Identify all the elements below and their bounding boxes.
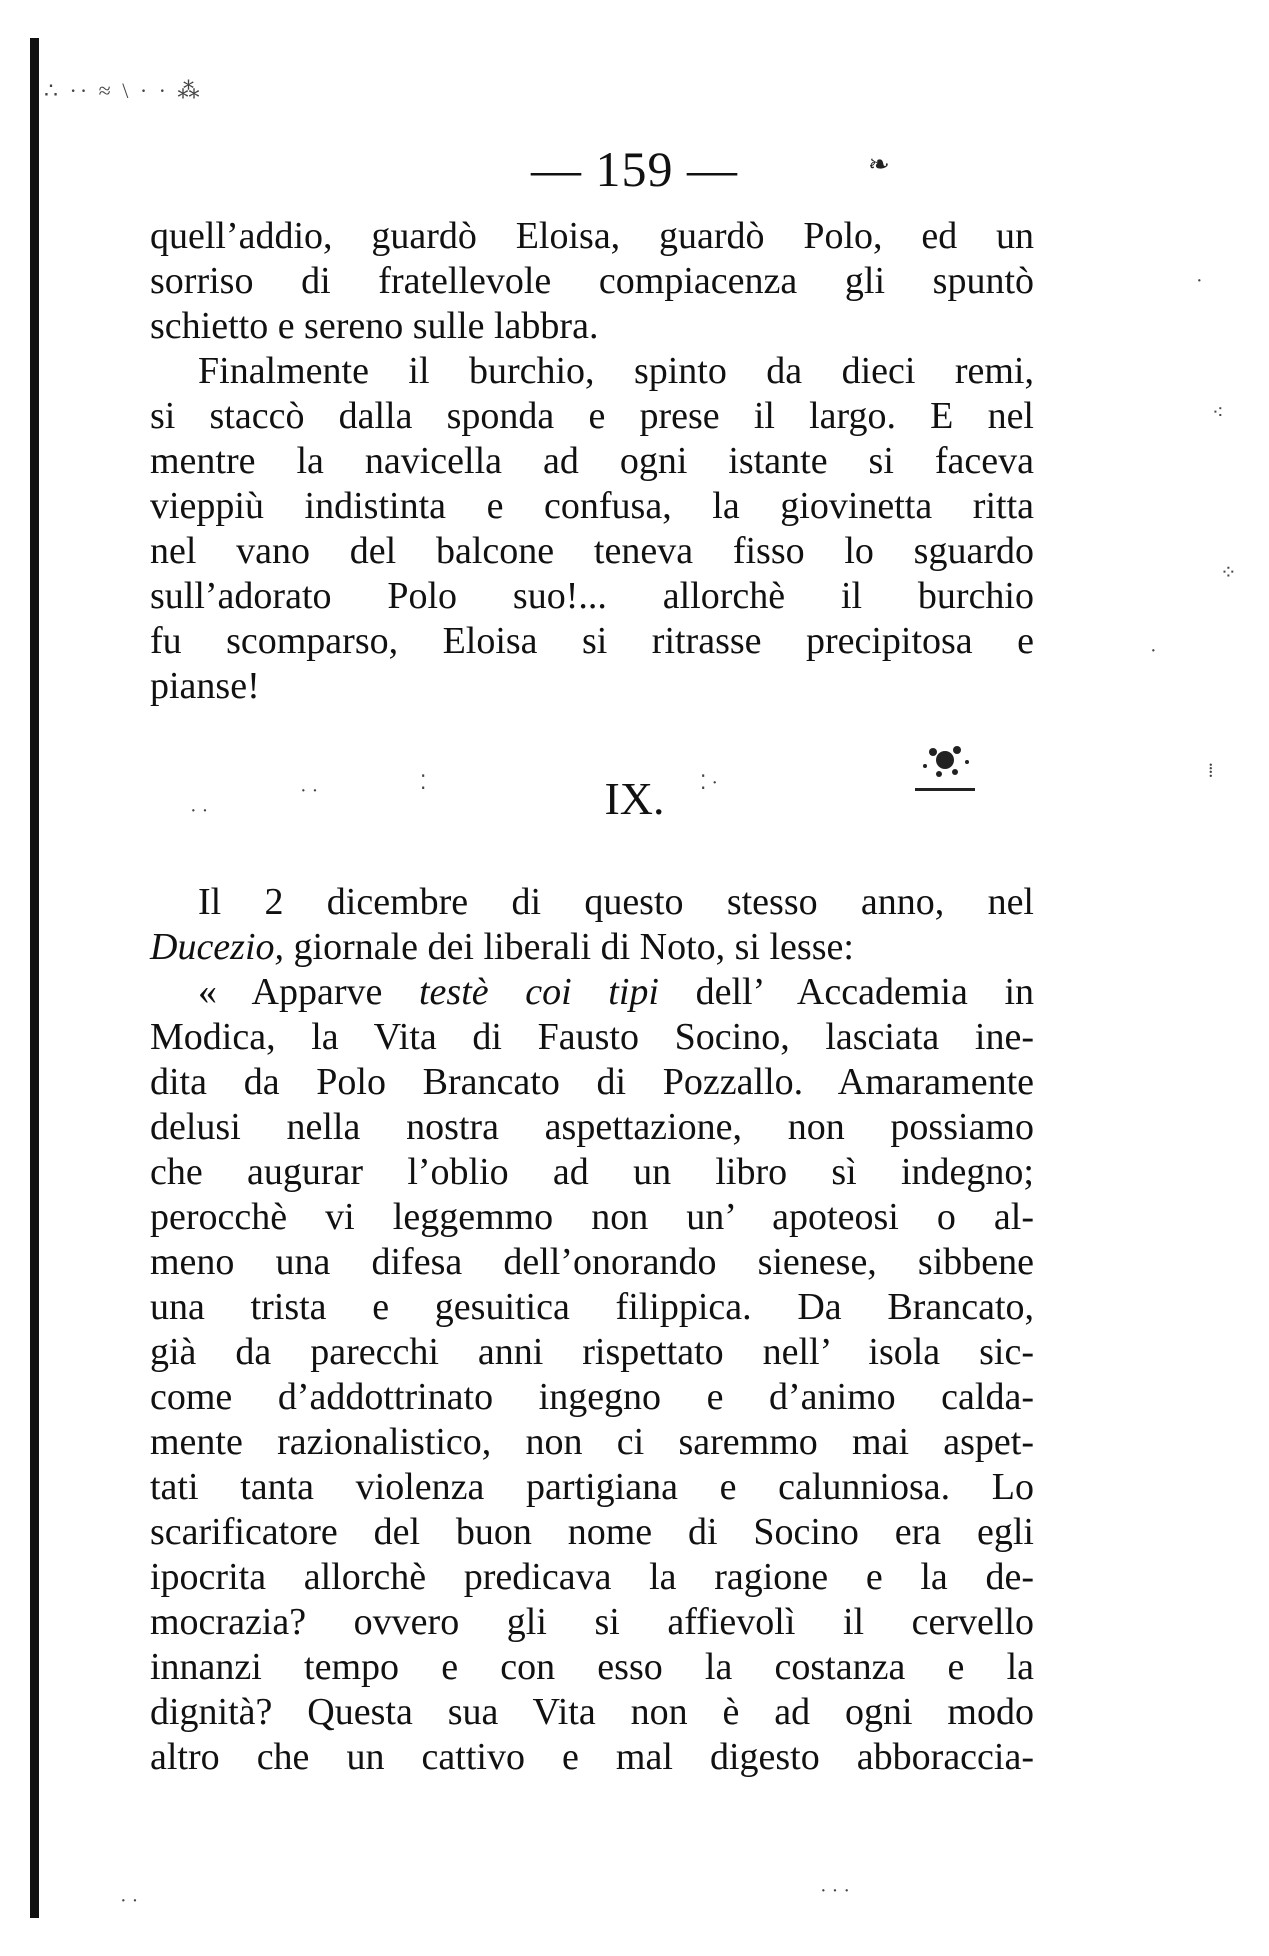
text-line: mentre la navicella ad ogni istante si faceva bbox=[150, 440, 1034, 482]
text-line: perocchè vi leggemmo non un’ apoteosi o al- bbox=[150, 1196, 1034, 1238]
text-line: mocrazia? ovvero gli si affievolì il cervello bbox=[150, 1601, 1034, 1643]
text-line: quell’addio, guardò Eloisa, guardò Polo, ed un bbox=[150, 215, 1034, 257]
ink-speck: ⁖ bbox=[1212, 402, 1224, 424]
ink-speck: · · bbox=[120, 1890, 139, 1912]
text-line: nel vano del balcone teneva fisso lo sguardo bbox=[150, 530, 1034, 572]
text-fragment: « Apparve bbox=[198, 971, 419, 1013]
section-title: IX. bbox=[604, 773, 665, 824]
text-line: già da parecchi anni rispettato nell’ isola sic- bbox=[150, 1331, 1034, 1373]
ink-speck: · · bbox=[300, 780, 319, 802]
text-line: fu scomparso, Eloisa si ritrasse precipitosa e bbox=[150, 620, 1034, 662]
text-fragment: dell’ Accademia in bbox=[658, 971, 1035, 1013]
page-number: — 159 — bbox=[531, 141, 738, 197]
text-line: che augurar l’oblio ad un libro sì indegno; bbox=[150, 1151, 1034, 1193]
ink-stain: ∴ ·· ≈ \ · · ⁂ bbox=[44, 78, 203, 103]
text-line bbox=[150, 925, 1034, 970]
paragraph-3 bbox=[150, 880, 1034, 970]
text-line: dignità? Questa sua Vita non è ad ogni modo bbox=[150, 1691, 1034, 1733]
text-line: sull’adorato Polo suo!... allorchè il burchio bbox=[150, 575, 1034, 617]
text-line: mente razionalistico, non ci saremmo mai aspet- bbox=[150, 1421, 1034, 1463]
newspaper-title: Ducezio, bbox=[150, 926, 285, 968]
ink-speck: ⁚ bbox=[420, 772, 427, 794]
paragraph-2 bbox=[150, 349, 1034, 709]
text-line: delusi nella nostra aspettazione, non possiamo bbox=[150, 1106, 1034, 1148]
text-line: meno una difesa dell’onorando sienese, sibbene bbox=[150, 1241, 1034, 1283]
ink-speck: ⁞ bbox=[1208, 760, 1214, 782]
text-line: Il 2 dicembre di questo stesso anno, nel bbox=[198, 881, 1034, 923]
text-line: vieppiù indistinta e confusa, la giovinetta ritta bbox=[150, 485, 1034, 527]
text-line: tati tanta violenza partigiana e calunniosa. Lo bbox=[150, 1466, 1034, 1508]
ornament-icon bbox=[905, 730, 985, 800]
text-line: una trista e gesuitica filippica. Da Brancato, bbox=[150, 1286, 1034, 1328]
ink-speck: ❧ bbox=[868, 150, 890, 179]
text-line: altro che un cattivo e mal digesto abboraccia- bbox=[150, 1736, 1034, 1778]
ink-speck: · · bbox=[190, 800, 209, 822]
text-line: ipocrita allorchè predicava la ragione e la de- bbox=[150, 1556, 1034, 1598]
text-line: Finalmente il burchio, spinto da dieci remi, bbox=[198, 350, 1034, 392]
text-line bbox=[150, 970, 1034, 1015]
ink-speck: · bbox=[1150, 640, 1157, 662]
text-line: innanzi tempo e con esso la costanza e la bbox=[150, 1646, 1034, 1688]
ink-speck: · · · bbox=[820, 1880, 850, 1902]
paragraph-1 bbox=[150, 214, 1034, 349]
text-fragment: testè coi tipi bbox=[418, 971, 659, 1013]
binding-edge bbox=[30, 38, 39, 1918]
ink-speck: ⁘ bbox=[1220, 562, 1237, 584]
text-line: sorriso di fratellevole compiacenza gli spuntò bbox=[150, 260, 1034, 302]
quotation bbox=[150, 970, 1034, 1780]
text-line: Modica, la Vita di Fausto Socino, lasciata ine- bbox=[150, 1016, 1034, 1058]
ink-speck: ⁚ · bbox=[700, 772, 719, 794]
text-line: pianse! bbox=[150, 665, 260, 707]
text-fragment: giornale dei liberali di Noto, si lesse: bbox=[284, 926, 854, 968]
ink-speck: · bbox=[1196, 270, 1203, 292]
text-line: scarificatore del buon nome di Socino era egli bbox=[150, 1511, 1034, 1553]
text-line: si staccò dalla sponda e prese il largo. E nel bbox=[150, 395, 1034, 437]
text-line: come d’addottrinato ingegno e d’animo calda- bbox=[150, 1376, 1034, 1418]
text-line: schietto e sereno sulle labbra. bbox=[150, 305, 599, 347]
text-line: dita da Polo Brancato di Pozzallo. Amaramente bbox=[150, 1061, 1034, 1103]
